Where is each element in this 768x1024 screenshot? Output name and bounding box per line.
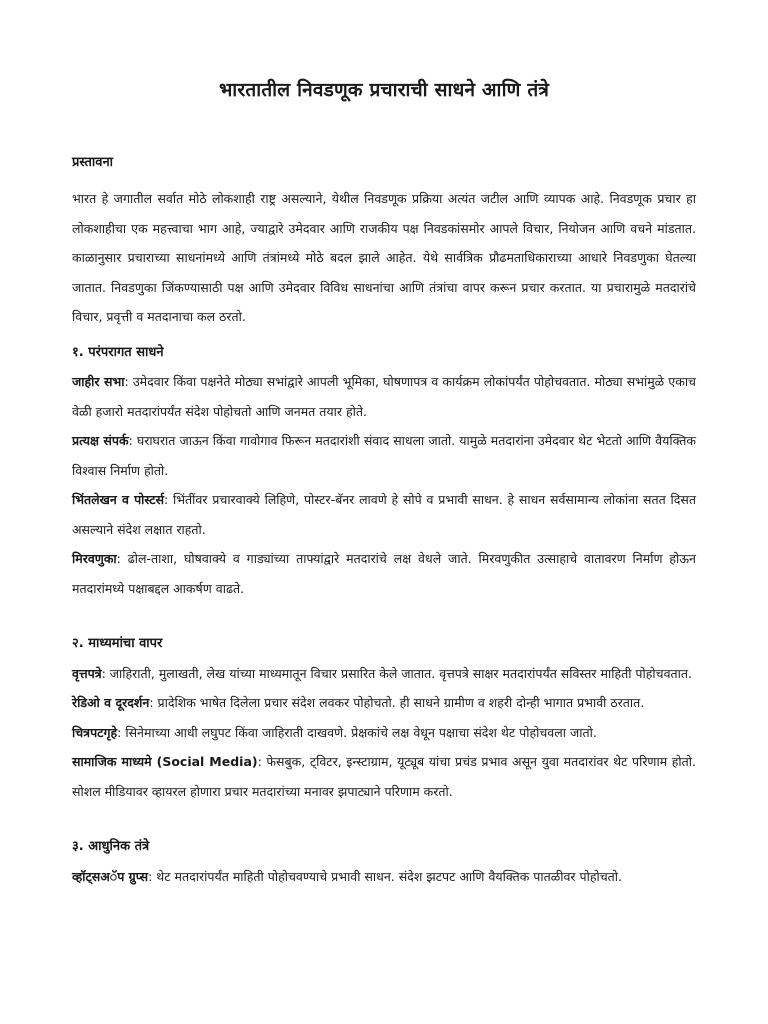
item-text: : उमेदवार किंवा पक्षनेते मोठ्या सभांद्वारे आपली भूमिका, घोषणापत्र व कार्यक्रम लोकांपर्यंत पोहोचवतात. मोठ्या सभांमुळे एकाच वेळी हजारो मतदारांपर्यंत संदेश पोहोचतो आणि जनमत तयार होते. <box>72 374 696 419</box>
document-title: भारतातील निवडणूक प्रचाराची साधने आणि तंत्रे <box>218 79 550 101</box>
item-newspapers <box>72 659 696 689</box>
item-text: : घराघरात जाऊन किंवा गावोगाव फिरून मतदारांशी संवाद साधला जातो. यामुळे मतदारांना उमेदवार थेट भेटतो आणि वैयक्तिक विश्वास निर्माण होतो. <box>72 433 696 478</box>
item-processions <box>72 544 696 603</box>
section-heading-modern: ३. आधुनिक तंत्रे <box>72 839 150 854</box>
intro-paragraph: भारत हे जगातील सर्वात मोठे लोकशाही राष्ट्र असल्याने, येथील निवडणूक प्रक्रिया अत्यंत जटील आणि व्यापक आहे. निवडणूक प्रचार हा लोकशाहीचा एक महत्त्वाचा भाग आहे, ज्याद्वारे उमेदवार आणि राजकीय पक्ष निवडकांसमोर आपले विचार, नियोजन आणि वचने मांडतात. काळानुसार प्रचाराच्या साधनांमध्ये आणि तंत्रांमध्ये मोठे बदल झाले आहेत. येथे सार्वत्रिक प्रौढमताधिकाराच्या आधारे निवडणुका घेतल्या जातात. निवडणुका जिंकण्यासाठी पक्ष आणि उमेदवार विविध साधनांचा आणि तंत्रांचा वापर करून प्रचार करतात. या प्रचारामुळे मतदारांचे विचार, प्रवृत्ती व मतदानाचा कल ठरतो. <box>72 191 696 324</box>
item-term: जाहीर सभा <box>72 374 125 389</box>
item-text: : सिनेमाच्या आधी लघुपट किंवा जाहिराती दाखवणे. प्रेक्षकांचे लक्ष वेधून पक्षाचा संदेश थेट पोहोचवला जातो. <box>117 724 597 740</box>
section-spacer <box>72 806 696 832</box>
item-term: प्रत्यक्ष संपर्क <box>72 433 129 448</box>
item-text: : जाहिराती, मुलाखती, लेख यांच्या माध्यमातून विचार प्रसारित केले जातात. वृत्तपत्रे साक्षर मतदारांपर्यंत सविस्तर माहिती पोहोचवतात. <box>101 665 692 681</box>
item-social-media <box>72 747 696 806</box>
item-text: : भिंतींवर प्रचारवाक्ये लिहिणे, पोस्टर-बॅनर लावणे हे सोपे व प्रभावी साधन. हे साधन सर्वसामान्य लोकांना सतत दिसत असल्याने संदेश लक्षात राहतो. <box>72 492 696 537</box>
item-wall-writing <box>72 485 696 544</box>
item-cinemas <box>72 718 696 748</box>
item-text: : प्रादेशिक भाषेत दिलेला प्रचार संदेश लवकर पोहोचतो. ही साधने ग्रामीण व शहरी दोन्ही भागात प्रभावी ठरतात. <box>149 695 645 710</box>
item-term: व्हॉट्सअॅप ग्रुप्स <box>72 868 149 884</box>
item-term: वृत्तपत्रे <box>72 665 102 681</box>
section-heading-media: २. माध्यमांचा वापर <box>72 636 163 651</box>
item-text: : ढोल-ताशा, घोषवाक्ये व गाड्यांच्या ताफ्यांद्वारे मतदारांचे लक्ष वेधले जाते. मिरवणुकीत उत्साहाचे वातावरण निर्माण होऊन मतदारांमध्ये पक्षाबद्दल आकर्षण वाढते. <box>72 551 696 596</box>
item-term: मिरवणुका <box>72 551 117 566</box>
item-term: सामाजिक माध्यमे (Social Media) <box>72 754 258 769</box>
item-public-rallies <box>72 367 696 426</box>
item-term: भिंतलेखन व पोस्टर्स <box>72 492 165 507</box>
section-heading-traditional: १. परंपरागत साधने <box>72 344 164 360</box>
item-text: : फेसबुक, ट्विटर, इन्स्टाग्राम, यूट्यूब यांचा प्रचंड प्रभाव असून युवा मतदारांवर थेट परिणाम होतो. सोशल मीडियावर व्हायरल होणारा प्रचार मतदारांच्या मनावर झपाट्याने परिणाम करतो. <box>72 754 696 799</box>
item-whatsapp-groups <box>72 862 696 892</box>
item-radio-tv <box>72 688 696 718</box>
item-direct-contact <box>72 426 696 485</box>
item-term: रेडिओ व दूरदर्शन <box>72 695 150 710</box>
item-term: चित्रपटगृहे <box>72 724 118 740</box>
item-text: : थेट मतदारांपर्यंत माहिती पोहोचवण्याचे प्रभावी साधन. संदेश झटपट आणि वैयक्तिक पातळीवर पोहोचतो. <box>148 868 622 884</box>
section-spacer <box>72 603 696 629</box>
intro-heading: प्रस्तावना <box>72 155 114 170</box>
